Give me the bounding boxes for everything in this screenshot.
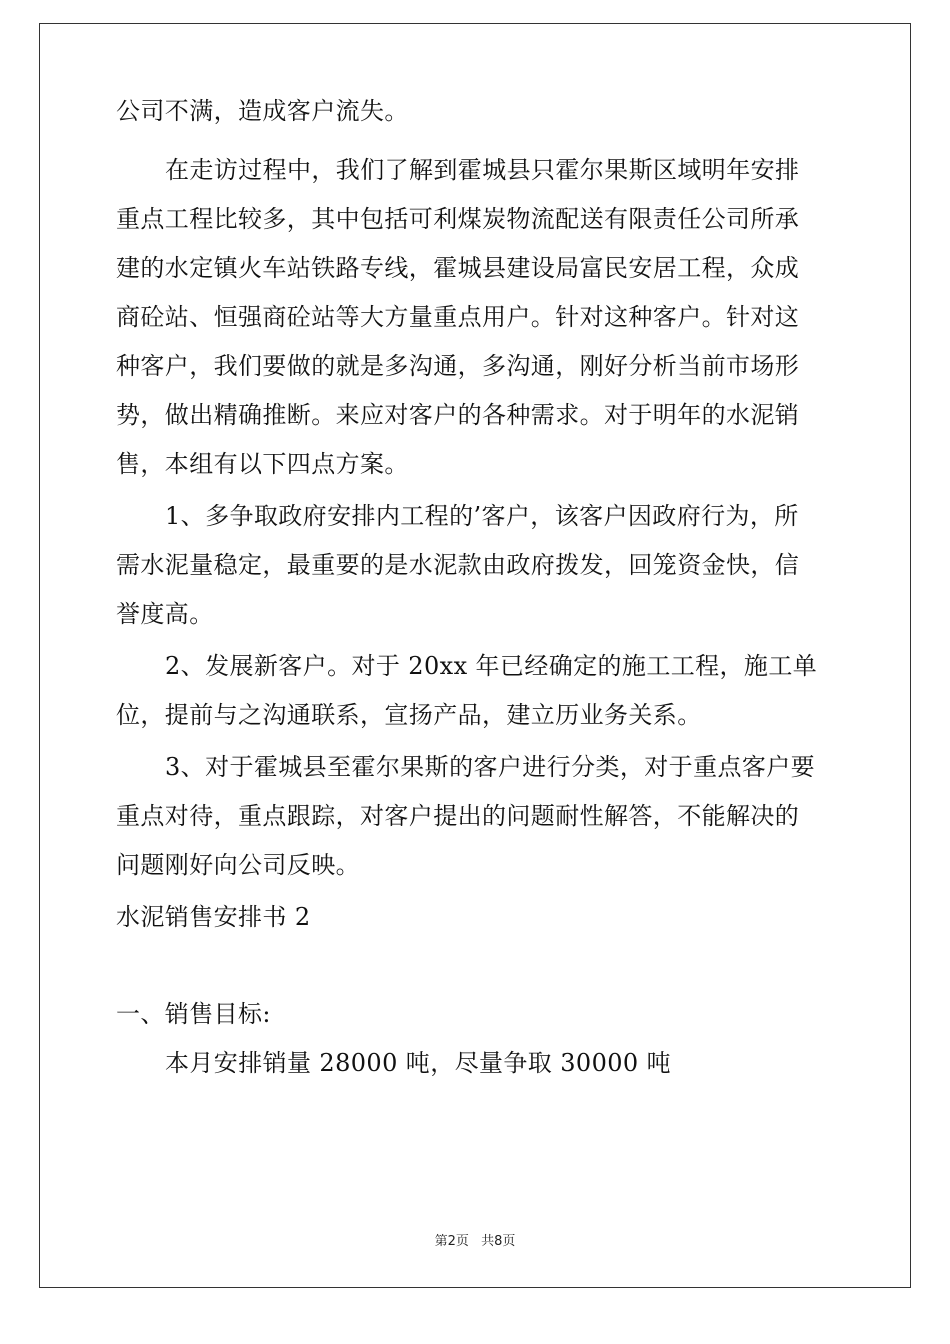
- paragraph-line: 本月安排销量 28000 吨，尽量争取 30000 吨: [165, 1049, 672, 1077]
- paragraph-line: 重点工程比较多，其中包括可利煤炭物流配送有限责任公司所承: [116, 205, 800, 233]
- list-item-line: 1、多争取政府安排内工程的’客户，该客户因政府行为，所: [165, 502, 799, 530]
- paragraph-line: 建的水定镇火车站铁路专线，霍城县建设局富民安居工程，众成: [116, 254, 800, 282]
- list-item-line: 3、对于霍城县至霍尔果斯的客户进行分类，对于重点客户要: [165, 753, 816, 781]
- paragraph-line: 势，做出精确推断。来应对客户的各种需求。对于明年的水泥销: [116, 401, 800, 429]
- paragraph-line: 公司不满，造成客户流失。: [116, 97, 409, 125]
- paragraph-line: 种客户，我们要做的就是多沟通，多沟通，刚好分析当前市场形: [116, 352, 800, 380]
- list-item-line: 需水泥量稳定，最重要的是水泥款由政府拨发，回笼资金快，信: [116, 551, 800, 579]
- paragraph-line: 在走访过程中，我们了解到霍城县只霍尔果斯区域明年安排: [165, 156, 800, 184]
- list-item-line: 誉度高。: [116, 600, 214, 628]
- section-title: 水泥销售安排书 2: [116, 903, 311, 931]
- page-footer: [0, 1234, 950, 1250]
- page-number: 第2页: [434, 1234, 469, 1249]
- section-heading: 一、销售目标:: [116, 1000, 271, 1028]
- list-item-line: 问题刚好向公司反映。: [116, 851, 360, 879]
- paragraph-line: 商砼站、恒强商砼站等大方量重点用户。针对这种客户。针对这: [116, 303, 800, 331]
- list-item-line: 位，提前与之沟通联系，宣扬产品，建立历业务关系。: [116, 701, 702, 729]
- page-total: 共8页: [481, 1234, 516, 1249]
- list-item-line: 2、发展新客户。对于 20xx 年已经确定的施工工程，施工单: [165, 652, 818, 680]
- list-item-line: 重点对待，重点跟踪，对客户提出的问题耐性解答，不能解决的: [116, 802, 800, 830]
- paragraph-line: 售，本组有以下四点方案。: [116, 450, 409, 478]
